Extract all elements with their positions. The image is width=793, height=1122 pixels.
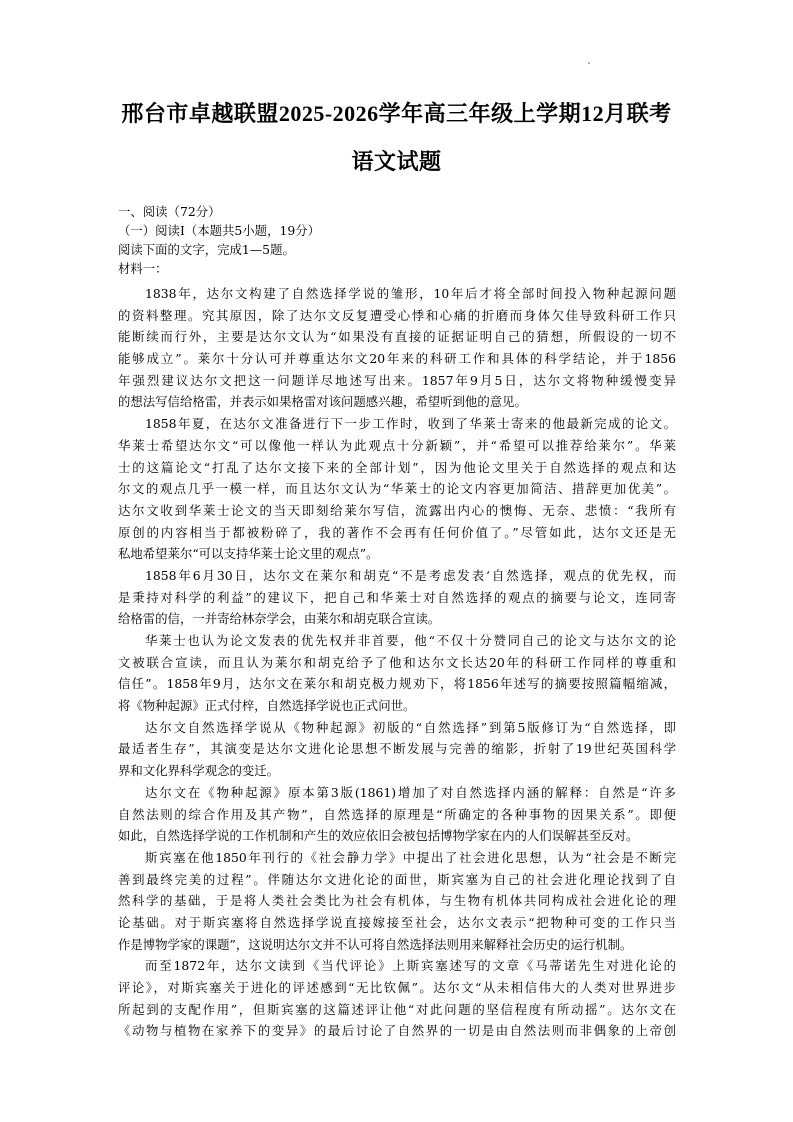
section-heading: 一、阅读（72分） <box>118 204 221 219</box>
passage-line: 所起到的支配作用”，但斯宾塞的这篇述评让他“对此问题的坚信程度有所动摇”。达尔文在 <box>118 1001 676 1017</box>
passage-line: 能够成立”。莱尔十分认可并尊重达尔文20年来的科研工作和具体的科学结论，并于1856 <box>118 351 676 367</box>
passage-line: 1838年，达尔文构建了自然选择学说的雏形，10年后才将全部时间投入物种起源问题 <box>145 286 676 301</box>
passage-body <box>118 283 676 1042</box>
passage-line: 私地希望莱尔“可以支持华莱士论文里的观点”。 <box>118 546 379 562</box>
passage-line: 达尔文收到华莱士论文的当天即刻给莱尔写信，流露出内心的懊悔、无奈、悲愤：“我所有 <box>118 502 676 518</box>
material-label: 材料一： <box>118 261 168 276</box>
passage-line: 论基础。对于斯宾塞将自然选择学说直接嫁接至社会，达尔文表示“把物种可变的工作只当 <box>118 914 676 930</box>
passage-line: 《动物与植物在家养下的变异》的最后讨论了自然界的一切是由自然法则而非偶象的上帝创 <box>118 1023 676 1039</box>
passage-line: 的想法写信给格雷，并表示如果格雷对该问题感兴趣，希望听到他的意见。 <box>118 394 527 410</box>
passage-line: 信任”。1858年9月，达尔文在莱尔和胡克极力规劝下，将1856年述写的摘要按照篇幅缩减， <box>118 676 676 692</box>
exam-subtitle: 语文试题 <box>351 149 442 174</box>
passage-line: 善到最终完美的过程”。伴随达尔文进化论的面世，斯宾塞为自己的社会进化理论找到了自 <box>118 871 676 887</box>
reading-instruction: 阅读下面的文字，完成1—5题。 <box>118 242 295 257</box>
passage-line: 的资料整理。究其原因，除了达尔文反复遭受心悸和心痛的折磨而身体欠佳导致科研工作只 <box>118 307 676 323</box>
passage-line: 将《物种起源》正式付梓，自然选择学说也正式问世。 <box>118 698 416 714</box>
passage-line: 如此，自然选择学说的工作机制和产生的效应依旧会被包括博物学家在内的人们误解甚至反对。 <box>118 828 639 844</box>
passage-line: 士的这篇论文“打乱了达尔文接下来的全部计划”，因为他论文里关于自然选择的观点和达 <box>118 459 676 475</box>
passage-line: 斯宾塞在他1850年刊行的《社会静力学》中提出了社会进化思想，认为“社会是不断完 <box>145 849 676 865</box>
passage-line: 文被联合宣读，而且认为莱尔和胡克给予了他和达尔文长达20年的科研工作同样的尊重和 <box>118 654 676 670</box>
passage-line: 自然法则的综合作用及其产物”，自然选择的原理是“所确定的各种事物的因果关系”。即便 <box>118 806 676 822</box>
passage-line: 界和文化界科学观念的变迁。 <box>118 763 280 779</box>
passage-line: 达尔文自然选择学说从《物种起源》初版的“自然选择”到第5版修订为“自然选择，即 <box>145 719 676 735</box>
passage-line: 能断续而行外，主要是达尔文认为“如果没有直接的证据证明自己的猜想，所假设的一切不 <box>118 329 676 345</box>
passage-line: 原创的内容相当于都被粉碎了，我的著作不会再有任何价值了。”尽管如此，达尔文还是无 <box>118 524 676 540</box>
scan-speck <box>588 62 590 64</box>
passage-line: 评论》，对斯宾塞关于进化的评述感到“无比钦佩”。达尔文“从未相信伟大的人类对世界进步 <box>118 980 676 995</box>
passage-line: 达尔文在《物种起源》原本第3版(1861)增加了对自然选择内涵的解释：自然是“许多 <box>145 784 676 800</box>
passage-line: 给格雷的信，一并寄给林奈学会，由莱尔和胡克联合宣读。 <box>118 611 441 627</box>
passage-line: 年强烈建议达尔文把这一问题详尽地述写出来。1857年9月5日，达尔文将物种缓慢变异 <box>118 372 676 388</box>
passage-line: 1858年夏，在达尔文准备进行下一步工作时，收到了华莱士寄来的他最新完成的论文。 <box>145 416 676 432</box>
passage-line: 华莱士希望达尔文“可以像他一样认为此观点十分新颖”，并“希望可以推荐给莱尔”。华莱 <box>118 437 676 453</box>
passage-line: 是秉持对科学的利益”的建议下，把自己和华莱士对自然选择的观点的摘要与论文，连同寄 <box>118 589 676 605</box>
passage-line: 最适者生存”，其演变是达尔文进化论思想不断发展与完善的缩影，折射了19世纪英国科学 <box>118 741 676 757</box>
passage-line: 尔文的观点几乎一模一样，而且达尔文认为“华莱士的论文内容更加简洁、措辞更加优美”。 <box>118 481 676 497</box>
passage-line: 然科学的基础，于是将人类社会类比为社会有机体，与生物有机体共同构成社会进化论的理 <box>118 893 676 909</box>
passage-line: 作是博物学家的课题”，这说明达尔文并不认可将自然选择法则用来解释社会历史的运行机制。 <box>118 936 633 952</box>
passage-line: 1858年6月30日，达尔文在莱尔和胡克“不是考虑发表‘自然选择，观点的优先权，而 <box>145 567 676 583</box>
passage-line: 而至1872年，达尔文读到《当代评论》上斯宾塞述写的文章《马蒂诺先生对进化论的 <box>145 958 676 974</box>
passage-line: 华莱士也认为论文发表的优先权并非首要，他“不仅十分赞同自己的论文与达尔文的论 <box>145 633 676 648</box>
subsection-heading: （一）阅读I（本题共5小题，19分） <box>118 223 321 238</box>
exam-title: 邢台市卓越联盟2025-2026学年高三年级上学期12月联考 <box>121 101 672 126</box>
